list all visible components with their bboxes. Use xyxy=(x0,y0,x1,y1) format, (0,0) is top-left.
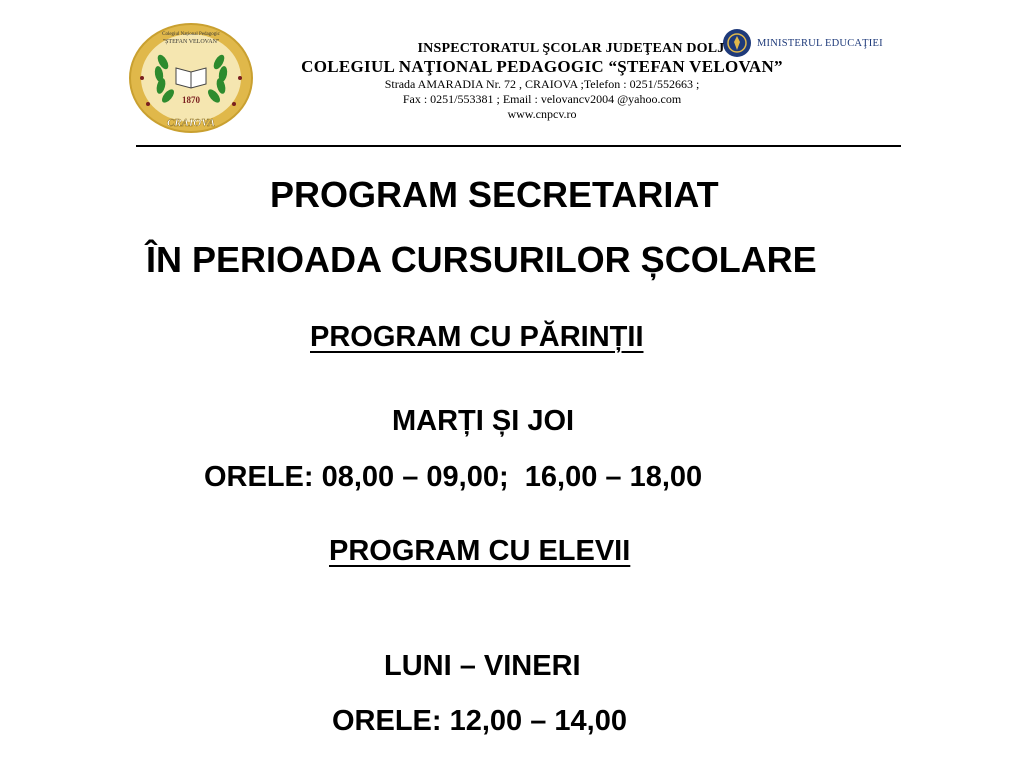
school-crest-icon xyxy=(128,22,254,134)
parents-hours: ORELE: 08,00 – 09,00; 16,00 – 18,00 xyxy=(204,461,703,493)
address-line: Strada AMARADIA Nr. 72 , CRAIOVA ;Telefon : 0251/552663 ; xyxy=(384,77,700,91)
logo-city: CRAIOVA xyxy=(166,117,216,129)
website-line: www.cnpcv.ro xyxy=(507,107,577,121)
parents-days: MARȚI ȘI JOI xyxy=(392,405,575,437)
students-hours: ORELE: 12,00 – 14,00 xyxy=(332,705,627,737)
school-logo xyxy=(128,22,254,134)
college-name: COLEGIUL NAŢIONAL PEDAGOGIC “ŞTEFAN VELOVAN” xyxy=(301,57,783,76)
logo-top-text: Colegiul Național Pedagogic xyxy=(162,32,220,37)
header-divider xyxy=(136,145,901,147)
students-days: LUNI – VINERI xyxy=(384,650,581,682)
contact-line: Fax : 0251/553381 ; Email : velovancv2004 @yahoo.com xyxy=(402,92,682,106)
letterhead xyxy=(262,40,822,122)
logo-year: 1870 xyxy=(182,95,200,105)
inspectorate-name: INSPECTORATUL ŞCOLAR JUDEŢEAN DOLJ xyxy=(417,41,725,56)
page-title: PROGRAM SECRETARIAT xyxy=(270,174,719,215)
students-heading: PROGRAM CU ELEVII xyxy=(329,535,631,567)
parents-heading: PROGRAM CU PĂRINȚII xyxy=(310,321,644,353)
ministry-name: MINISTERUL EDUCAŢIEI xyxy=(757,37,883,49)
logo-name-text: "ȘTEFAN VELOVAN" xyxy=(162,39,220,45)
page-subtitle: ÎN PERIOADA CURSURILOR ȘCOLARE xyxy=(146,239,817,280)
